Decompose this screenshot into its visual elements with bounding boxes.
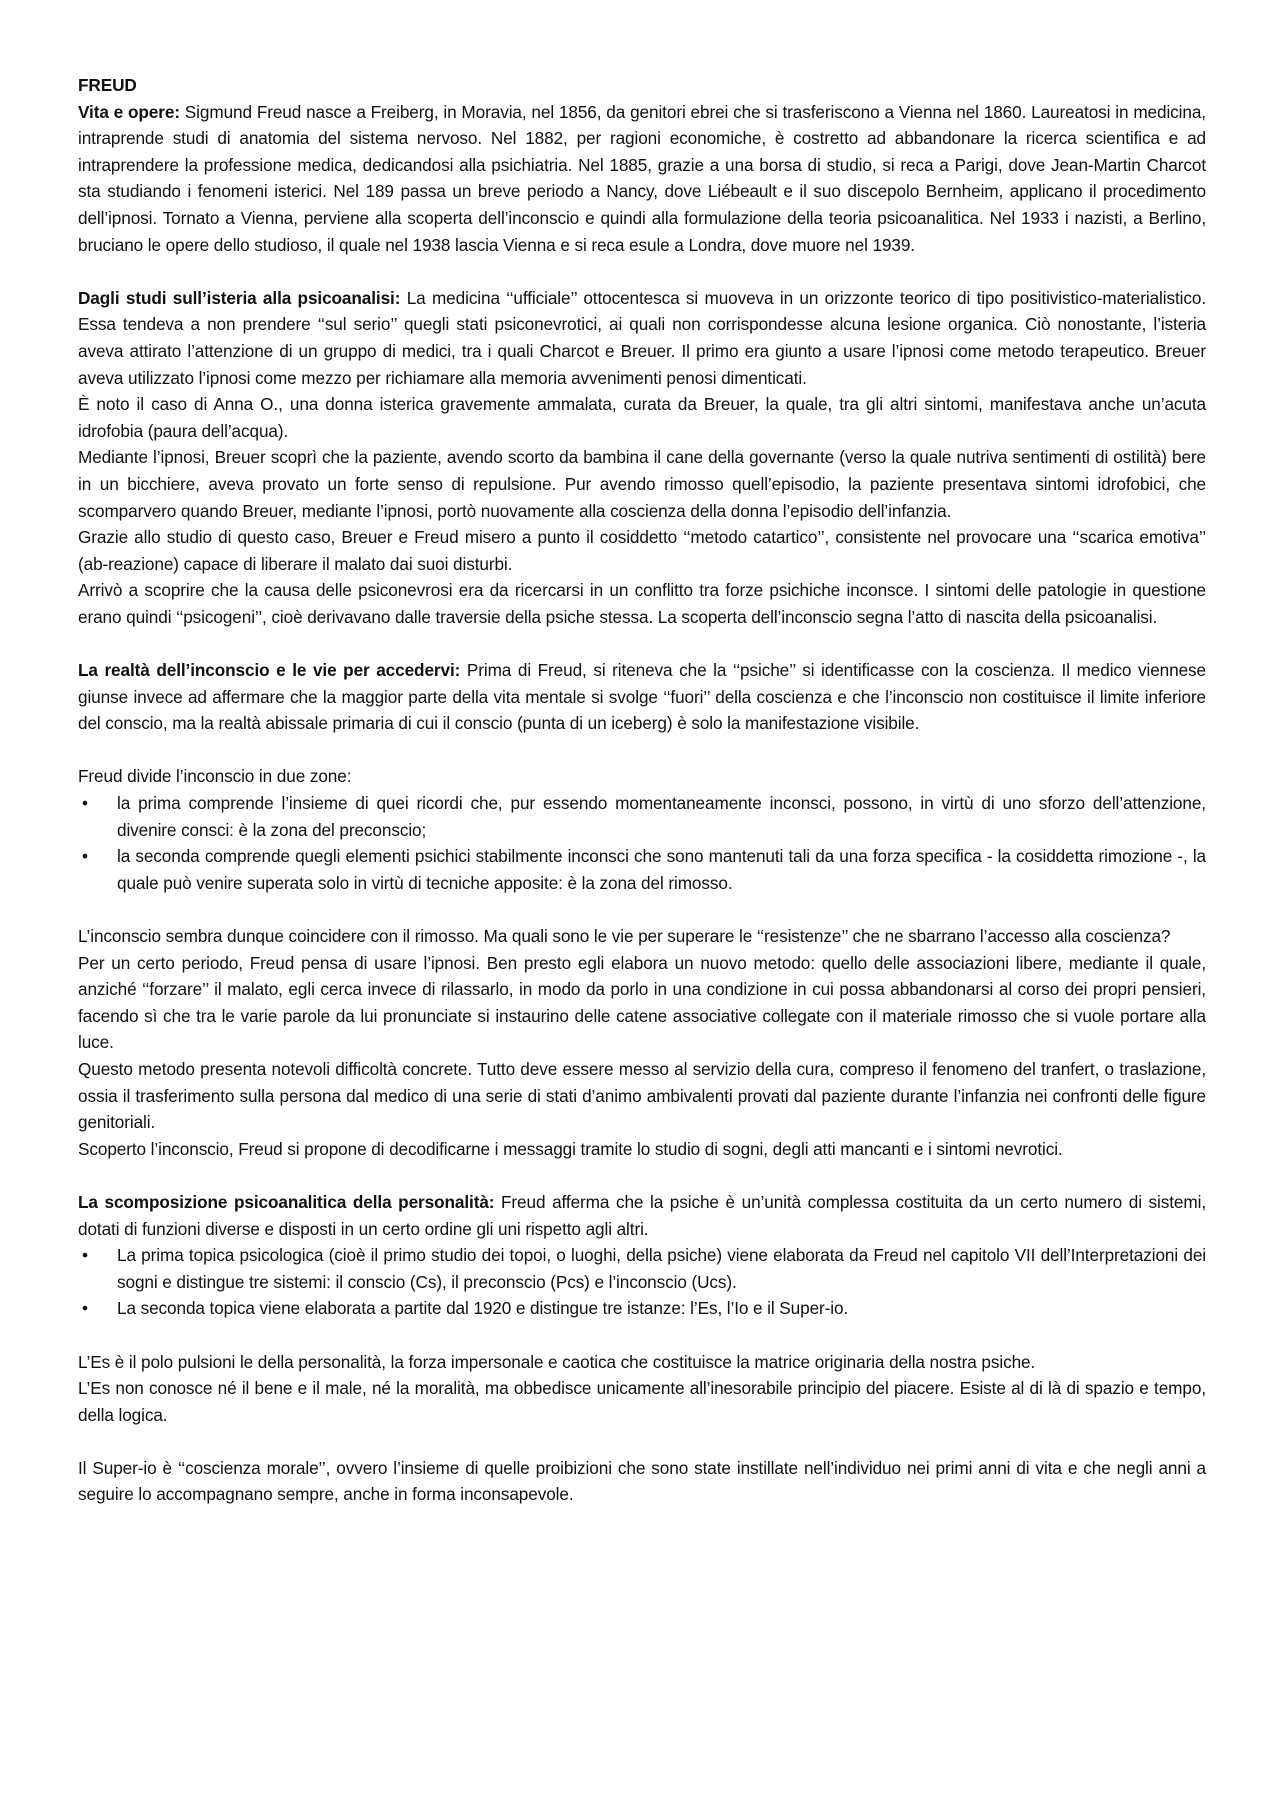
section-text: La medicina ‘‘ufficiale’’ ottocentesca si muoveva in un orizzonte teorico di tipo positivistico-materialistico. Essa tendeva a non prendere ‘‘sul serio’’ quegli stati psiconevrotici, ai quali non corrispondesse alcuna lesione organica. Ciò nonostante, l’isteria aveva attirato l’attenzione di un gruppo di medici, tra i quali Charcot e Breuer. Il primo era giunto a usare l’ipnosi come metodo terapeutico. Breuer aveva utilizzato l’ipnosi come mezzo per richiamare alla memoria avvenimenti penosi dimenticati.	[78, 287, 1206, 388]
paragraph: Per un certo periodo, Freud pensa di usare l’ipnosi. Ben presto egli elabora un nuovo metodo: quello delle associazioni libere, mediante il quale, anziché ‘‘forzare’’ il malato, egli cerca invece di rilassarlo, in modo da porlo in una condizione in cui possa abbandonarsi al corso dei propri pensieri, facendo sì che tra le varie parole da lui pronunciate si instaurino delle catene associative collegate con il materiale rimosso che si vuole portare alla luce.	[78, 952, 1206, 1053]
list-item-text: la seconda comprende quegli elementi psichici stabilmente inconsci che sono mantenuti tali da una forza specifica - la cosiddetta rimozione -, la quale può venire superata solo in virtù di tecniche apposite: è la zona del rimosso.	[117, 846, 1206, 893]
list-item-text: La seconda topica viene elaborata a partite dal 1920 e distingue tre istanze: l’Es, l’Io e il Super-io.	[117, 1298, 849, 1319]
section-text: Freud afferma che la psiche è un’unità complessa costituita da un certo numero di sistemi, dotati di funzioni diverse e disposti in un certo ordine gli uni rispetto agli altri.	[78, 1191, 1206, 1239]
section-text: Prima di Freud, si riteneva che la ‘‘psiche’’ si identificasse con la coscienza. Il medico viennese giunse invece ad affermare che la maggior parte della vita mentale si svolge ‘‘fuori’’ della coscienza e che l’inconscio non costituisce il limite inferiore del conscio, ma la realtà abissale primaria di cui il conscio (punta di un iceberg) è solo la manifestazione visibile.	[78, 660, 1206, 734]
paragraph: Il Super-io è ‘‘coscienza morale’’, ovvero l’insieme di quelle proibizioni che sono state instillate nell’individuo nei primi anni di vita e che negli anni a seguire lo accompagnano sempre, anche in forma inconsapevole.	[78, 1457, 1206, 1505]
paragraph: Arrivò a scoprire che la causa delle psiconevrosi era da ricercarsi in un conflitto tra forze psichiche inconsce. I sintomi delle patologie in questione erano quindi ‘‘psicogeni’’, cioè derivavano dalle traversie della psiche stessa. La scoperta dell’inconscio segna l’atto di nascita della psicoanalisi.	[78, 580, 1206, 627]
section-heading: Dagli studi sull’isteria alla psicoanalisi:	[78, 287, 401, 308]
bullet-list	[78, 1242, 1206, 1322]
bullet-icon: •	[82, 846, 88, 867]
list-item-text: La prima topica psicologica (cioè il primo studio dei topoi, o luoghi, della psiche) viene elaborata da Freud nel capitolo VII dell’Interpretazioni dei sogni e distingue tre sistemi: il conscio (Cs), il preconscio (Pcs) e l’inconscio (Ucs).	[117, 1245, 1206, 1292]
section-vita-opere	[78, 99, 1206, 259]
list-item	[78, 1242, 1206, 1295]
paragraph-gap	[78, 737, 1206, 764]
paragraph: L’Es non conosce né il bene e il male, né la moralità, ma obbedisce unicamente all’inesorabile principio del piacere. Esiste al di là di spazio e tempo, della logica.	[78, 1378, 1206, 1425]
section-isteria-psicoanalisi	[78, 285, 1206, 391]
bullet-icon: •	[82, 1245, 88, 1266]
list-item-text: la prima comprende l’insieme di quei ricordi che, pur essendo momentaneamente inconsci, possono, in virtù di uno sforzo dell’attenzione, divenire consci: è la zona del preconscio;	[117, 793, 1206, 840]
paragraph-gap	[78, 1428, 1206, 1455]
paragraph-gap	[78, 258, 1206, 285]
paragraph: Freud divide l’inconscio in due zone:	[78, 766, 352, 787]
section-text: Sigmund Freud nasce a Freiberg, in Moravia, nel 1856, da genitori ebrei che si trasferiscono a Vienna nel 1860. Laureatosi in medicina, intraprende studi di anatomia del sistema nervoso. Nel 1882, per ragioni economiche, è costretto ad abbandonare la ricerca scientifica e ad intraprendere la professione medica, dedicandosi alla psichiatria. Nel 1885, grazie a una borsa di studio, si reca a Parigi, dove Jean-Martin Charcot sta studiando i fenomeni isterici. Nel 189 passa un breve periodo a Nancy, dove Liébeault e il suo discepolo Bernheim, applicano il procedimento dell’ipnosi. Tornato a Vienna, perviene alla scoperta dell’inconscio e quindi alla formulazione della teoria psicoanalitica. Nel 1933 i nazisti, a Berlino, bruciano le opere dello studioso, il quale nel 1938 lascia Vienna e si reca esule a Londra, dove muore nel 1939.	[78, 101, 1206, 255]
paragraph-gap	[78, 1322, 1206, 1349]
paragraph-gap	[78, 1162, 1206, 1189]
paragraph: L’inconscio sembra dunque coincidere con il rimosso. Ma quali sono le vie per superare le ‘‘resistenze’’ che ne sbarrano l’accesso alla coscienza?	[78, 926, 1171, 946]
bullet-icon: •	[82, 1298, 88, 1319]
paragraph: L’Es è il polo pulsioni le della personalità, la forza impersonale e caotica che costituisce la matrice originaria della nostra psiche.	[78, 1351, 1036, 1372]
paragraph: Grazie allo studio di questo caso, Breuer e Freud misero a punto il cosiddetto ‘‘metodo catartico’’, consistente nel provocare una ‘‘scarica emotiva’’ (ab-reazione) capace di liberare il malato dai suoi disturbi.	[78, 527, 1206, 574]
paragraph: Scoperto l’inconscio, Freud si propone di decodificarne i messaggi tramite lo studio di sogni, degli atti mancanti e i sintomi nevrotici.	[78, 1138, 1063, 1159]
paragraph: Mediante l’ipnosi, Breuer scoprì che la paziente, avendo scorto da bambina il cane della governante (verso la quale nutriva sentimenti di ostilità) bere in un bicchiere, aveva provato un forte senso di repulsione. Pur avendo rimosso quell’episodio, la paziente presentava sintomi idrofobici, che scomparvero quando Breuer, mediante l’ipnosi, portò nuovamente alla coscienza della donna l’episodio dell’infanzia.	[78, 447, 1206, 521]
section-heading: La scomposizione psicoanalitica della personalità:	[78, 1191, 495, 1212]
paragraph-gap	[78, 896, 1206, 923]
bullet-list	[78, 790, 1206, 896]
bullet-icon: •	[82, 793, 88, 814]
paragraph: È noto il caso di Anna O., una donna isterica gravemente ammalata, curata da Breuer, la quale, tra gli altri sintomi, manifestava anche un’acuta idrofobia (paura dell’acqua).	[78, 394, 1206, 441]
document-page	[78, 72, 1206, 1508]
list-item	[78, 1295, 1206, 1322]
section-heading: Vita e opere:	[78, 101, 180, 122]
list-item	[78, 843, 1206, 896]
list-item	[78, 790, 1206, 843]
paragraph-gap	[78, 630, 1206, 657]
section-realta-inconscio	[78, 657, 1206, 737]
section-scomposizione-personalita	[78, 1189, 1206, 1242]
section-heading: La realtà dell’inconscio e le vie per accedervi:	[78, 660, 461, 681]
paragraph: Questo metodo presenta notevoli difficoltà concrete. Tutto deve essere messo al servizio della cura, compreso il fenomeno del tranfert, o traslazione, ossia il trasferimento sulla persona dal medico di una serie di stati d’animo ambivalenti provati dal paziente durante l’infanzia nei confronti delle figure genitoriali.	[78, 1058, 1206, 1133]
page-title: FREUD	[78, 75, 137, 95]
